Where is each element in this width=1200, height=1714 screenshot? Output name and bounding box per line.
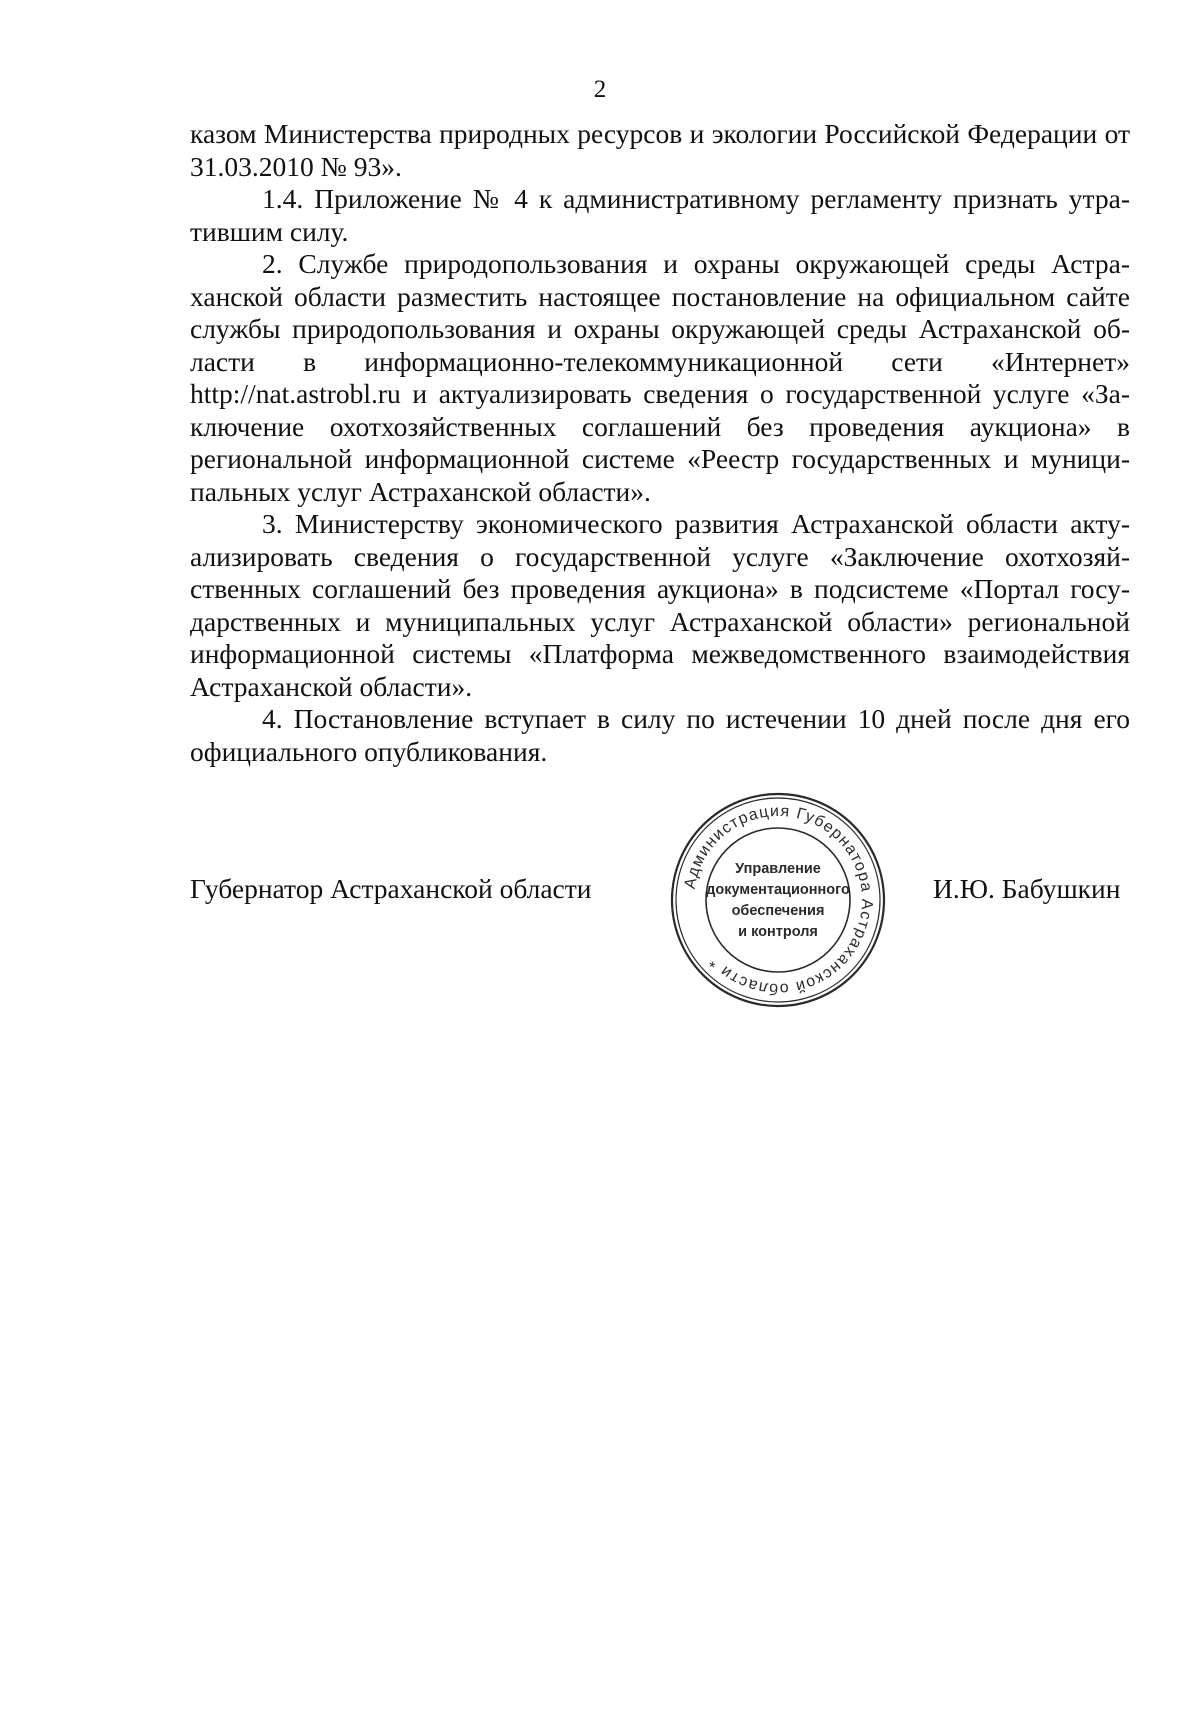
official-seal <box>666 788 890 1012</box>
seal-center-line-1: Управление <box>735 861 821 877</box>
signatory-position: Губернатор Астраханской области <box>190 873 592 904</box>
seal-inner-ring <box>706 828 850 972</box>
seal-center-line-4: и контроля <box>738 924 818 940</box>
paragraph-2: 2. Службе природопользования и охраны окружающей среды Астраханской области разместить настоящее постановление на официальном сайте службы природопользования и охраны окружающей среды Астраханской области в информационно-телекоммуникационной сети «Интернет» http://nat.astrobl.ru и актуализировать сведения о государственной услуге «Заключение охотхозяйственных соглашений без проведения аукциона» в региональной информационной системе «Реестр государственных и муниципальных услуг Астраханской области». <box>190 248 1130 507</box>
document-body <box>190 118 1130 768</box>
page-number: 2 <box>593 76 607 103</box>
seal-ring-text: Администрация Губернатора Астраханской области * <box>681 802 876 998</box>
paragraph-continuation: казом Министерства природных ресурсов и экологии Российской Федерации от 31.03.2010 № 93». <box>190 118 1130 182</box>
signatory-name: И.Ю. Бабушкин <box>933 873 1121 904</box>
seal-center-line-3: обеспечения <box>731 903 825 919</box>
seal-center-line-2: документационного <box>706 882 850 898</box>
seal-icon <box>666 788 890 1012</box>
paragraph-4: 4. Постановление вступает в силу по истечении 10 дней после дня его официального опубликования. <box>190 703 1130 767</box>
paragraph-1-4: 1.4. Приложение № 4 к административному регламенту признать утратившим силу. <box>190 183 1130 247</box>
paragraph-3: 3. Министерству экономического развития Астраханской области актуализировать сведения о государственной услуге «Заключение охотхозяйственных соглашений без проведения аукциона» в подсистеме «Портал государственных и муниципальных услуг Астраханской области» региональной информационной системы «Платформа межведомственного взаимодействия Астраханской области». <box>190 508 1130 702</box>
seal-outer-ring <box>672 794 884 1006</box>
